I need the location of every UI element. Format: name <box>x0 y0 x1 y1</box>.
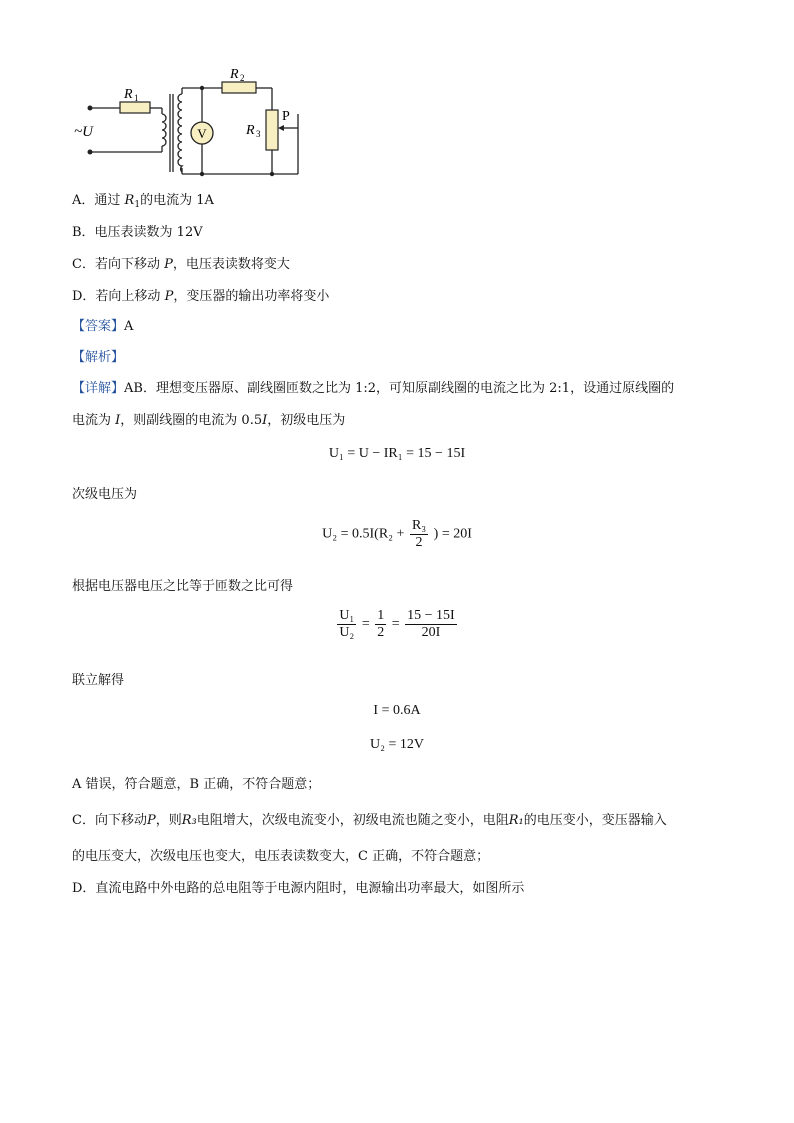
analysis-line <box>72 349 124 367</box>
option-c <box>72 256 290 274</box>
ratio-text: 根据电压器电压之比等于匝数之比可得 <box>72 579 294 594</box>
detail-c-line-1 <box>72 812 667 830</box>
equation-3: $\frac{\text{U₁}}{\text{U₂}}$ = $\frac{1}{2}$ = $\frac{15 - 15I}{20I}$ <box>339 608 455 640</box>
analysis-bracket: 【解析】 <box>72 350 125 365</box>
c-var-r1: R₁ <box>508 813 524 828</box>
detail-var-i2: I <box>262 413 268 428</box>
resistor-r1 <box>120 102 150 113</box>
source-label: ~U <box>74 124 93 140</box>
equation-3-fraction-2 <box>375 608 386 641</box>
option-b: B．电压表读数为 12V <box>72 225 203 240</box>
eq3-num-2: 1 <box>377 608 385 623</box>
answer-bracket: 【答案】 <box>72 319 125 334</box>
option-a-var: R <box>124 193 135 208</box>
detail-text-2b: ，则副线圈的电流为 0.5 <box>120 413 263 428</box>
option-c-prefix: C．若向下移动 <box>72 257 160 272</box>
equation-3-fraction-3 <box>405 608 457 641</box>
answer-value: A <box>124 319 134 334</box>
slider-p-label: P <box>282 109 290 124</box>
c-text-a: C．向下移动 <box>72 813 147 828</box>
option-d-var: P <box>164 289 174 304</box>
detail-text-2c: ，初级电压为 <box>267 413 346 428</box>
detail-var-i: I <box>115 413 121 428</box>
conclusion-ab: A 错误，符合题意，B 正确，不符合题意； <box>72 777 321 792</box>
option-d-suffix: ，变压器的输出功率将变小 <box>173 289 330 304</box>
equation-1: U₁ = U − IR₁ = 15 − 15I <box>328 446 466 461</box>
resistor-r2 <box>222 82 256 93</box>
equation-2-numerator: R₃ <box>411 518 427 533</box>
option-a-prefix: A．通过 <box>72 193 121 208</box>
equation-4: I = 0.6A <box>373 703 421 718</box>
detail-text-2a: 电流为 <box>72 413 112 428</box>
equation-2 <box>0 518 794 551</box>
equation-2-fraction <box>410 518 428 551</box>
terminal-dot <box>88 150 93 155</box>
detail-c-line-2: 的电压变大，次级电压也变大，电压表读数变大，C 正确，不符合题意； <box>72 849 490 864</box>
detail-d-line: D．直流电路中外电路的总电阻等于电源内阻时，电源输出功率最大，如图所示 <box>72 881 525 896</box>
option-c-var: P <box>164 257 173 272</box>
option-c-suffix: ，电压表读数将变大 <box>172 257 290 272</box>
combine-text: 联立解得 <box>72 673 125 688</box>
transformer-circuit-diagram <box>70 64 310 184</box>
option-d-prefix: D．若向上移动 <box>72 289 161 304</box>
junction-dot <box>270 172 274 176</box>
c-text-c: 电阻增大，次级电流变小，初级电流也随之变小，电阻 <box>196 813 509 828</box>
equation-2-left: U₂ = 0.5I(R₂ + <box>322 526 405 542</box>
junction-dot <box>200 172 204 176</box>
detail-line-2 <box>72 412 345 430</box>
eq3-den-2: 2 <box>377 625 385 640</box>
c-var-p: P <box>146 813 156 828</box>
r3-label: R <box>246 123 255 138</box>
c-text-b: ，则 <box>155 813 182 828</box>
voltmeter-label: V <box>197 126 207 141</box>
secondary-voltage-label: 次级电压为 <box>72 487 138 502</box>
detail-line-1 <box>72 380 674 398</box>
equation-3-fraction-1 <box>337 608 356 641</box>
junction-dot <box>200 86 204 90</box>
c-text-d: 的电压变小，变压器输入 <box>523 813 667 828</box>
r3-subscript: 3 <box>256 129 261 139</box>
equation-5: U₂ = 12V <box>370 737 424 752</box>
r2-label: R <box>230 67 239 82</box>
equation-2-denominator: 2 <box>415 535 423 550</box>
option-d <box>72 288 329 306</box>
r1-subscript: 1 <box>134 93 139 103</box>
option-a-sub: 1 <box>134 200 141 210</box>
eq3-num-3: 15 − 15I <box>407 608 455 623</box>
terminal-dot <box>88 106 93 111</box>
detail-text-1: AB．理想变压器原、副线圈匝数之比为 1:2，可知原副线圈的电流之比为 2:1，设通过原线圈的 <box>124 381 675 396</box>
r2-subscript: 2 <box>240 73 245 83</box>
rheostat-r3 <box>266 110 278 150</box>
c-var-r3: R₃ <box>181 813 197 828</box>
answer-line <box>72 318 133 336</box>
eq3-num-1: U₁ <box>339 608 355 623</box>
option-a <box>72 192 214 214</box>
r1-label: R <box>124 87 133 102</box>
option-a-suffix: 的电流为 1A <box>140 193 214 208</box>
detail-bracket: 【详解】 <box>72 381 125 396</box>
equation-2-right: ) = 20I <box>433 526 472 542</box>
slider-arrow-icon <box>278 125 284 131</box>
eq3-den-3: 20I <box>421 625 441 640</box>
eq3-den-1: U₂ <box>339 625 355 640</box>
